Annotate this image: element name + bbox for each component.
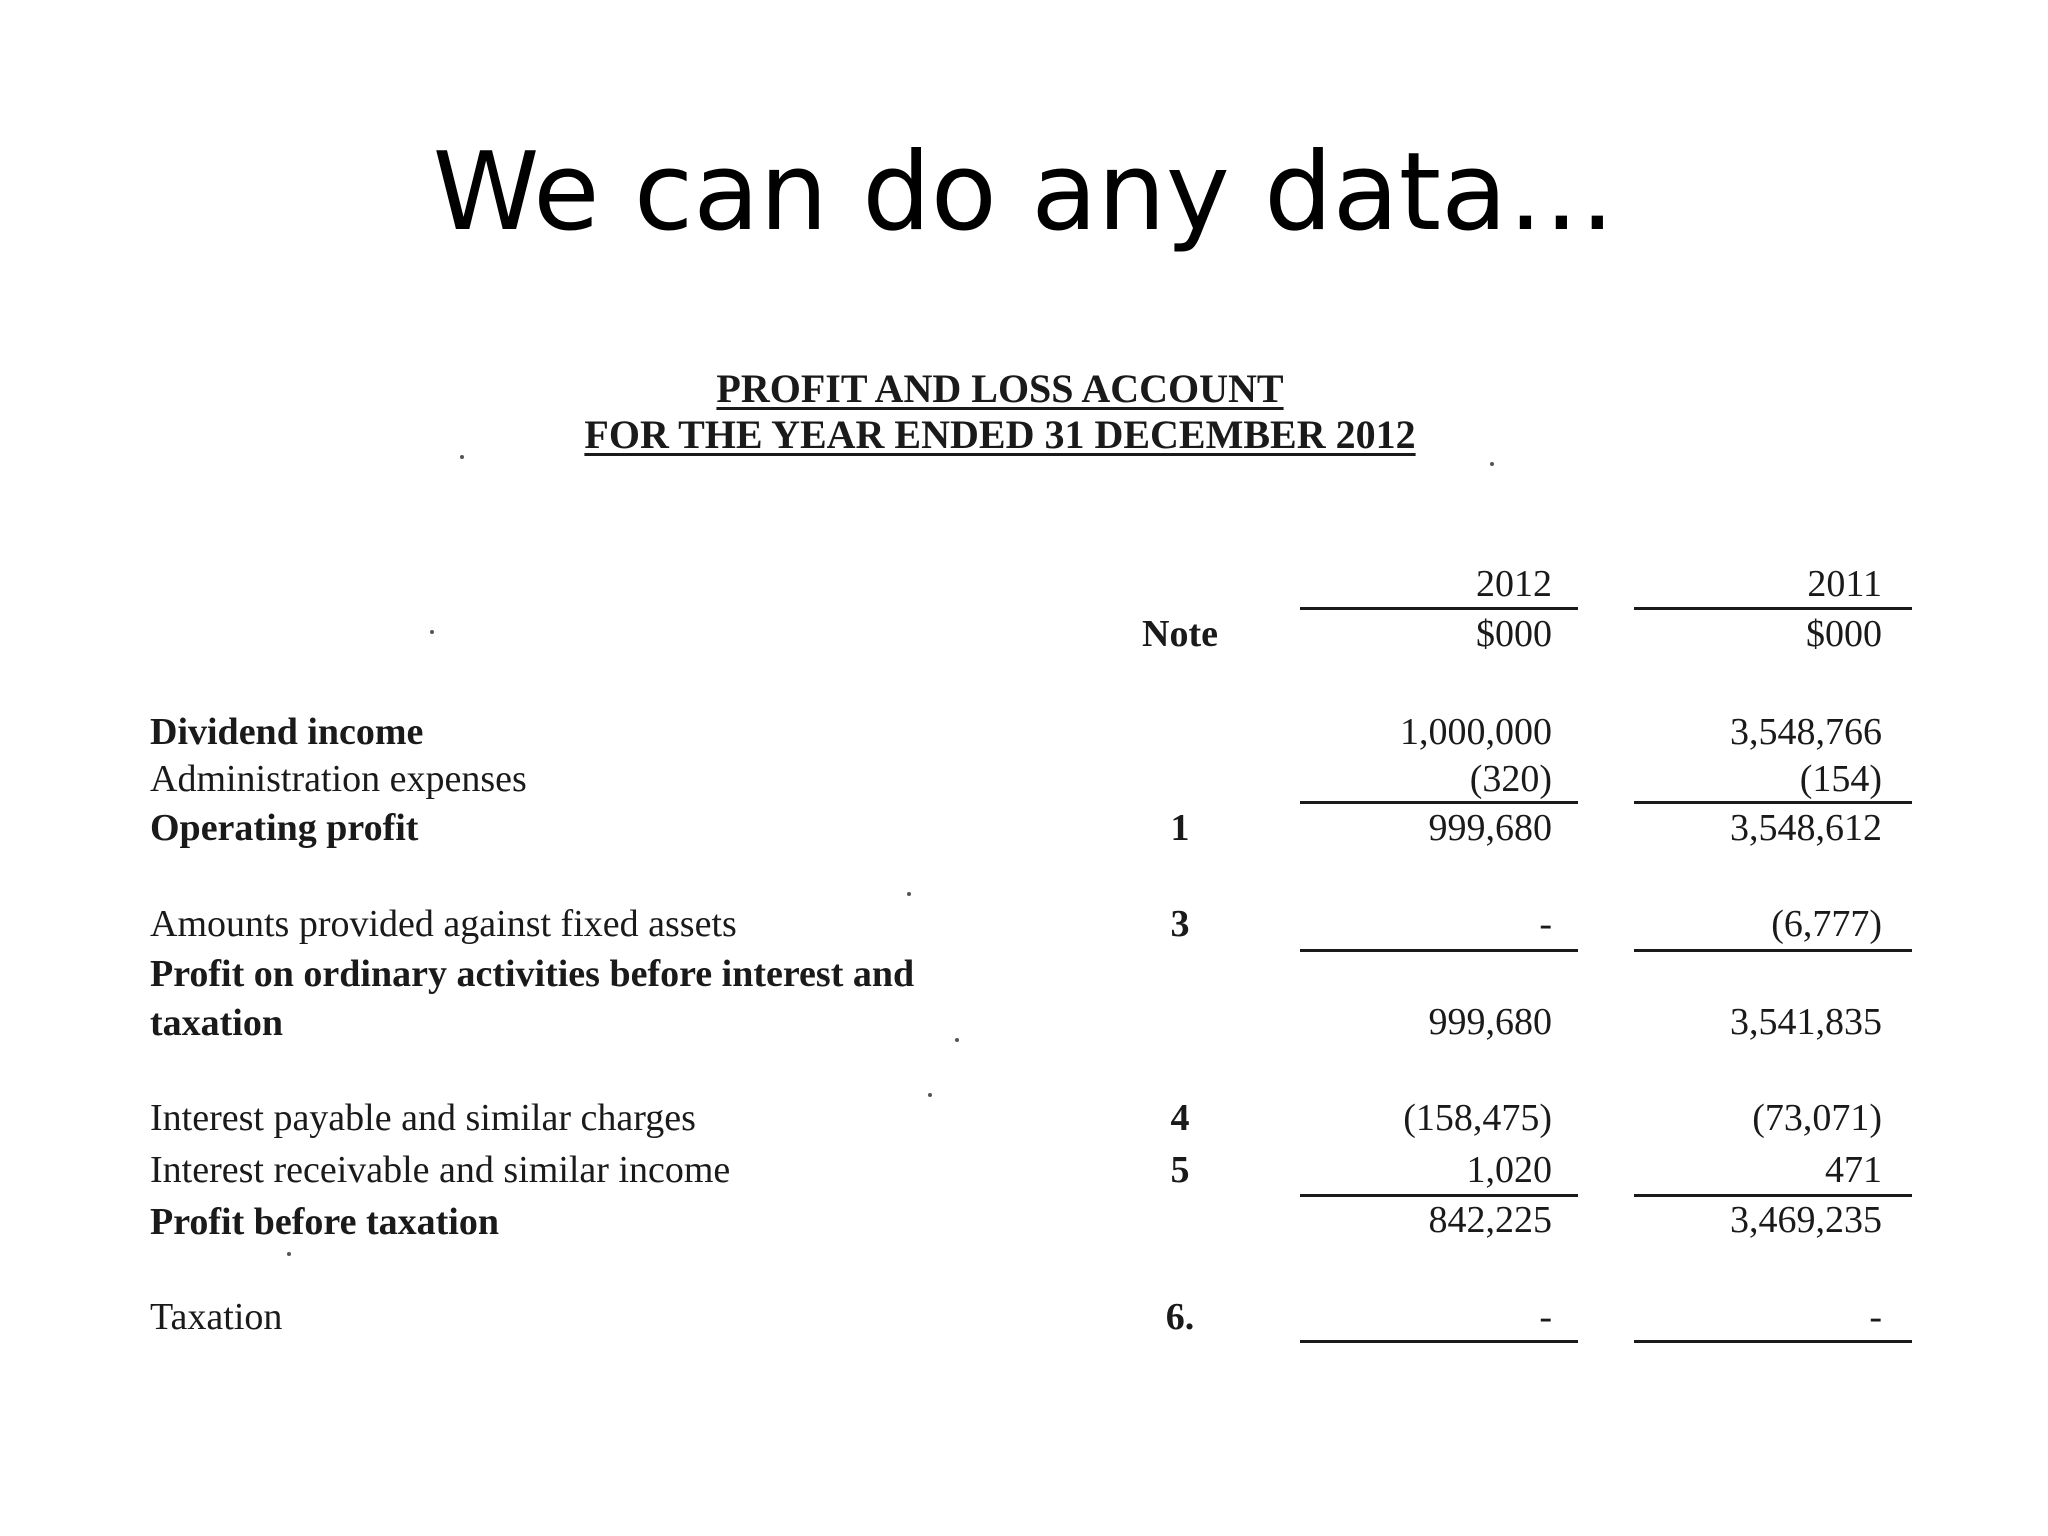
scan-speck bbox=[955, 1038, 959, 1042]
row-value-2011-operating-profit: 3,548,612 bbox=[1730, 807, 1882, 849]
header-rule-2012 bbox=[1300, 607, 1578, 610]
column-header-note: Note bbox=[1142, 613, 1218, 655]
row-label-interest-receivable: Interest receivable and similar income bbox=[150, 1149, 731, 1191]
row-value-2012-profit-before-taxation: 842,225 bbox=[1428, 1199, 1552, 1241]
row-value-2011-dividend-income: 3,548,766 bbox=[1730, 711, 1882, 753]
row-label-dividend-income: Dividend income bbox=[150, 711, 424, 753]
row-value-2012-dividend-income: 1,000,000 bbox=[1400, 711, 1552, 753]
scan-speck bbox=[907, 892, 911, 896]
subtotal-rule-2012 bbox=[1300, 1194, 1578, 1197]
row-note-operating-profit: 1 bbox=[1170, 807, 1190, 849]
row-value-2012-interest-receivable: 1,020 bbox=[1466, 1149, 1552, 1191]
statement-subheading: FOR THE YEAR ENDED 31 DECEMBER 2012 bbox=[584, 412, 1416, 457]
row-label-profit-before-taxation: Profit before taxation bbox=[150, 1201, 499, 1243]
row-value-2012-taxation: - bbox=[1539, 1296, 1552, 1338]
total-rule-2011 bbox=[1634, 1340, 1912, 1343]
scan-speck bbox=[928, 1093, 932, 1097]
row-value-2011-administration-expenses: (154) bbox=[1799, 758, 1882, 800]
subtotal-rule-2012 bbox=[1300, 801, 1578, 804]
row-value-2011-fixed-assets: (6,777) bbox=[1771, 903, 1882, 945]
row-value-2012-interest-payable: (158,475) bbox=[1403, 1097, 1552, 1139]
row-label-taxation: Taxation bbox=[150, 1296, 283, 1338]
row-note-taxation: 6. bbox=[1165, 1296, 1195, 1338]
total-rule-2012 bbox=[1300, 1340, 1578, 1343]
row-label-operating-profit: Operating profit bbox=[150, 807, 419, 849]
row-label-administration-expenses: Administration expenses bbox=[150, 758, 527, 800]
row-label-interest-payable: Interest payable and similar charges bbox=[150, 1097, 696, 1139]
row-note-fixed-assets: 3 bbox=[1170, 903, 1190, 945]
row-value-2011-taxation: - bbox=[1869, 1296, 1882, 1338]
scan-speck bbox=[460, 455, 464, 459]
column-unit-2012: $000 bbox=[1476, 613, 1552, 655]
scan-speck bbox=[287, 1252, 291, 1256]
subtotal-rule-2012 bbox=[1300, 949, 1578, 952]
statement-heading: PROFIT AND LOSS ACCOUNT bbox=[716, 366, 1284, 411]
row-label-fixed-assets: Amounts provided against fixed assets bbox=[150, 903, 737, 945]
row-label-profit-ordinary-line2: taxation bbox=[150, 1002, 283, 1044]
subtotal-rule-2011 bbox=[1634, 949, 1912, 952]
subtotal-rule-2011 bbox=[1634, 801, 1912, 804]
subtotal-rule-2011 bbox=[1634, 1194, 1912, 1197]
row-value-2011-interest-receivable: 471 bbox=[1825, 1149, 1882, 1191]
row-note-interest-payable: 4 bbox=[1170, 1097, 1190, 1139]
column-unit-2011: $000 bbox=[1806, 613, 1882, 655]
scan-speck bbox=[1490, 462, 1494, 466]
column-header-2012: 2012 bbox=[1476, 563, 1552, 605]
row-label-profit-ordinary-line1: Profit on ordinary activities before interest and bbox=[150, 953, 915, 995]
row-value-2011-profit-ordinary: 3,541,835 bbox=[1730, 1001, 1882, 1043]
row-value-2012-profit-ordinary: 999,680 bbox=[1428, 1001, 1552, 1043]
scan-speck bbox=[430, 630, 434, 634]
row-value-2012-fixed-assets: - bbox=[1539, 903, 1552, 945]
row-value-2012-administration-expenses: (320) bbox=[1469, 758, 1552, 800]
row-value-2011-profit-before-taxation: 3,469,235 bbox=[1730, 1199, 1882, 1241]
row-value-2012-operating-profit: 999,680 bbox=[1428, 807, 1552, 849]
column-header-2011: 2011 bbox=[1807, 563, 1882, 605]
row-note-interest-receivable: 5 bbox=[1170, 1149, 1190, 1191]
slide-title: We can do any data… bbox=[432, 130, 1616, 255]
row-value-2011-interest-payable: (73,071) bbox=[1752, 1097, 1882, 1139]
header-rule-2011 bbox=[1634, 607, 1912, 610]
